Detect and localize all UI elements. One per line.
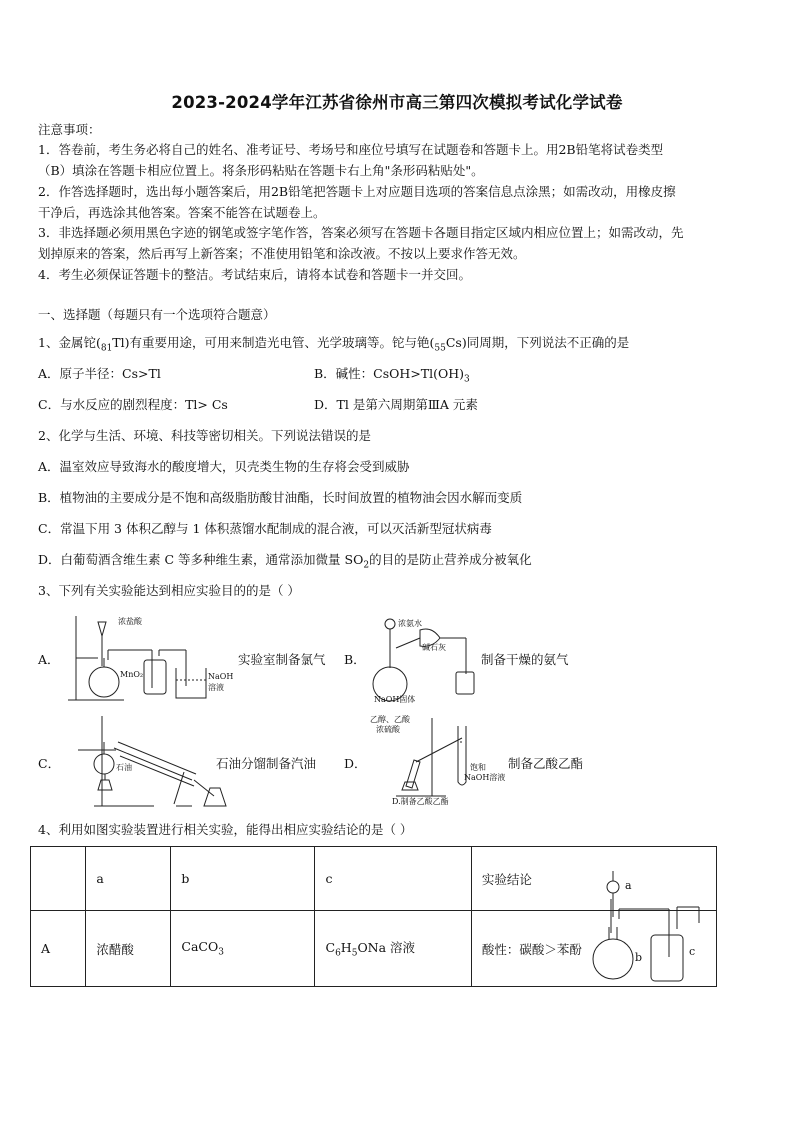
notice-heading: 注意事项： (38, 122, 101, 137)
label-solution: 溶液 (208, 683, 224, 692)
label-naoh-solid: NaOH固体 (374, 695, 416, 704)
q3-apparatus-b (368, 608, 480, 708)
page-title: 2023-2024学年江苏省徐州市高三第四次模拟考试化学试卷 (171, 93, 623, 112)
figure-label-c: c (689, 945, 696, 958)
q4-apparatus (589, 846, 717, 987)
q3-caption-b: 制备干燥的氨气 (481, 652, 569, 667)
label-conc-hcl: 浓盐酸 (118, 617, 142, 626)
q2-option-c: C．常温下用 3 体积乙醇与 1 体积蒸馏水配制成的混合液，可以灭活新型冠状病毒 (38, 521, 492, 536)
q1-option-b: B．碱性：$CsOH>Tl(OH)_3$ (314, 366, 470, 385)
label-petroleum: 石油 (116, 763, 132, 772)
notice-line: 4．考生必须保证答题卡的整洁。考试结束后，请将本试卷和答题卡一并交回。 (38, 267, 471, 282)
notice-line: 1．答卷前，考生务必将自己的姓名、准考证号、考场号和座位号填写在试题卷和答题卡上。用2B铅笔将试卷类型 (38, 142, 664, 157)
table-header-cell: 实验结论 (471, 847, 716, 911)
q2-option-a: A．温室效应导致海水的酸度增大，贝壳类生物的生存将会受到威胁 (38, 459, 410, 474)
label-soda-lime: 碱石灰 (422, 643, 446, 652)
q3-label-d: D． (344, 756, 367, 771)
label-naoh-solution: NaOH溶液 (464, 773, 506, 782)
table-cell-label: A (31, 911, 86, 987)
q3-apparatus-a (64, 610, 234, 706)
table-cell-c: $C_6H_5ONa$ 溶液 (315, 911, 471, 987)
figure-caption-d: D.制备乙酸乙酯 (392, 797, 449, 806)
q3-caption-d: 制备乙酸乙酯 (508, 756, 584, 771)
section-heading: 一、选择题（每题只有一个选项符合题意） (38, 307, 276, 322)
q3-label-b: B． (344, 652, 366, 667)
q1-option-d: D．Tl 是第六周期第ⅢA 元素 (314, 397, 478, 412)
table-header-cell: b (171, 847, 315, 911)
table-cell-conclusion: 酸性：碳酸＞苯酚 (471, 911, 716, 987)
label-conc-h2so4: 浓硫酸 (376, 725, 400, 734)
table-header-cell: c (315, 847, 471, 911)
q3-caption-c: 石油分馏制备汽油 (216, 756, 317, 771)
table-header-cell (31, 847, 86, 911)
table-cell-a: 浓醋酸 (86, 911, 171, 987)
q2-option-d: D．白葡萄酒含维生素 C 等多种维生素，通常添加微量 $SO_2$的目的是防止营养成分被氧化 (38, 552, 532, 571)
figure-label-b: b (635, 951, 643, 964)
notice-line: （B）填涂在答题卡相应位置上。将条形码粘贴在答题卡右上角"条形码粘贴处"。 (38, 163, 484, 178)
q2-option-b: B．植物油的主要成分是不饱和高级脂肪酸甘油酯，长时间放置的植物油会因水解而变质 (38, 490, 523, 505)
label-naoh: NaOH (208, 672, 234, 681)
notice-line: 2．作答选择题时，选出每小题答案后，用2B铅笔把答题卡上对应题目选项的答案信息点涂黑；如需改动，用橡皮擦 (38, 184, 676, 199)
table-header-cell: a (86, 847, 171, 911)
q1-option-c: C．与水反应的剧烈程度：Tl> Cs (38, 397, 228, 412)
q3-caption-a: 实验室制备氯气 (238, 652, 326, 667)
notice-line: 3．非选择题必须用黑色字迹的钢笔或签字笔作答，答案必须写在答题卡各题目指定区域内相应位置上；如需改动，先 (38, 225, 684, 240)
notice-line: 划掉原来的答案，然后再写上新答案；不准使用铅笔和涂改液。不按以上要求作答无效。 (38, 246, 526, 261)
label-mno2: MnO₂ (120, 670, 144, 679)
question-4-stem: 4、利用如图实验装置进行相关实验，能得出相应实验结论的是（ ） (38, 822, 413, 837)
q1-option-a: A．原子半径：Cs>Tl (38, 366, 161, 381)
label-saturated: 饱和 (470, 763, 486, 772)
question-3-stem: 3、下列有关实验能达到相应实验目的的是（ ） (38, 583, 300, 598)
question-2-stem: 2、化学与生活、环境、科技等密切相关。下列说法错误的是 (38, 428, 371, 443)
question-1-stem: 1、金属铊$(_{81}Tl)$有重要用途，可用来制造光电管、光学玻璃等。铊与铯$(_{55}Cs)$同周期，下列说法不正确的是 (38, 335, 630, 354)
figure-label-a: a (625, 879, 632, 892)
q3-label-a: A． (38, 652, 60, 667)
q3-apparatus-d (366, 712, 506, 812)
label-conc-ammonia: 浓氨水 (398, 619, 422, 628)
q3-label-c: C． (38, 756, 61, 771)
table-cell-b: CaCO$_3$ (171, 911, 315, 987)
label-ethanol-acetic: 乙醇、乙酸 (370, 715, 410, 724)
notice-line: 干净后，再选涂其他答案。答案不能答在试题卷上。 (38, 205, 326, 220)
